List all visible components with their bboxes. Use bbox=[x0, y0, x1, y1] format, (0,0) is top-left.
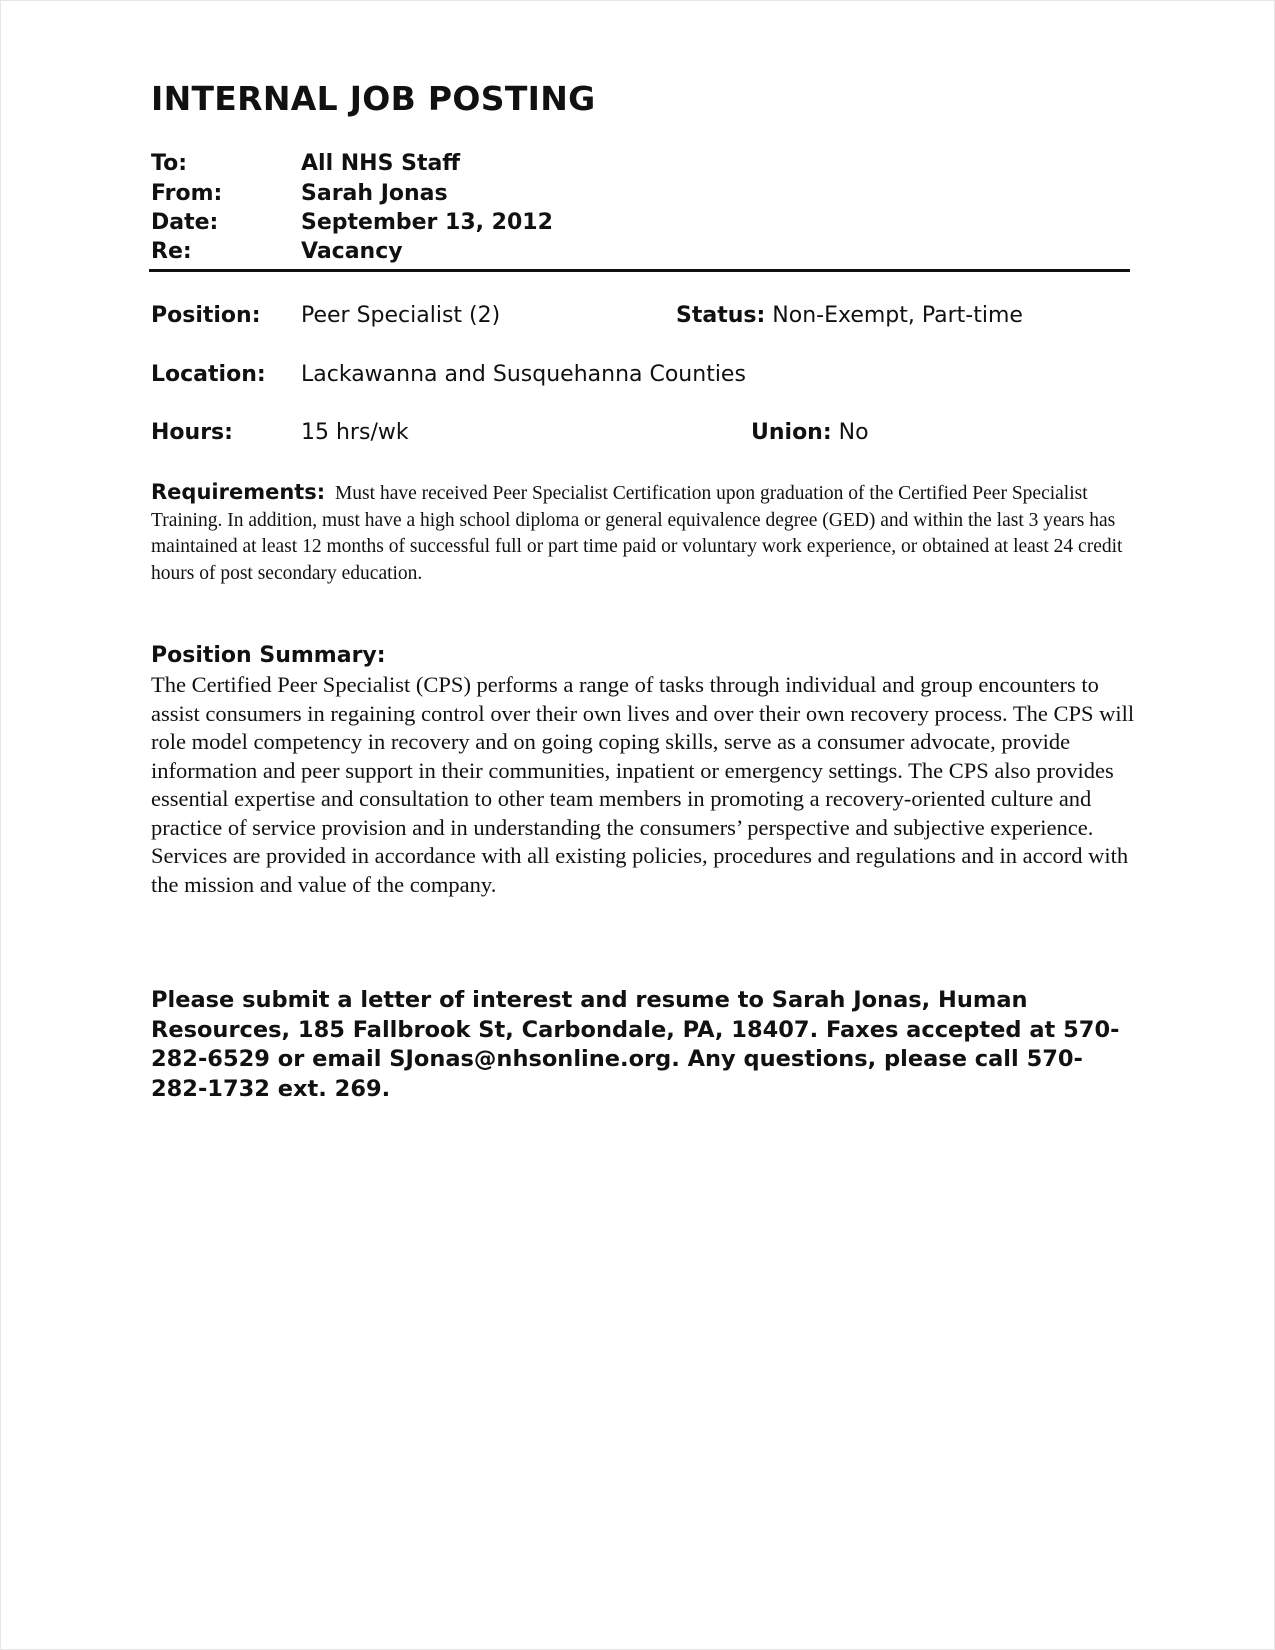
location-label: Location: bbox=[151, 362, 266, 387]
memo-from-label: From: bbox=[151, 181, 223, 206]
position-label: Position: bbox=[151, 303, 261, 328]
union-field bbox=[751, 420, 869, 445]
memo-re-label: Re: bbox=[151, 239, 192, 264]
summary-text: The Certified Peer Specialist (CPS) performs a range of tasks through individual and group encounters to assist consumers in regaining control over their own lives and over their own recovery process. The CPS will role model competency in recovery and on going coping skills, serve as a consumer advocate, provide information and peer support in their communities, inpatient or emergency settings. The CPS also provides essential expertise and consultation to other team members in promoting a recovery-oriented culture and practice of service provision and in understanding the consumers’ perspective and subjective experience. Services are provided in accordance with all existing policies, procedures and regulations and in accord with the mission and value of the company. bbox=[151, 672, 1135, 897]
requirements-section bbox=[151, 479, 1136, 587]
status-field bbox=[676, 303, 1023, 328]
union-value: No bbox=[838, 420, 869, 445]
status-label: Status: bbox=[676, 303, 766, 328]
memo-to-value: All NHS Staff bbox=[301, 151, 461, 176]
hours-label: Hours: bbox=[151, 420, 233, 445]
union-label: Union: bbox=[751, 420, 832, 445]
memo-date-value: September 13, 2012 bbox=[301, 210, 553, 235]
memo-from-value: Sarah Jonas bbox=[301, 181, 448, 206]
status-value: Non-Exempt, Part-time bbox=[772, 303, 1023, 328]
location-value: Lackawanna and Susquehanna Counties bbox=[301, 362, 746, 387]
submission-instructions: Please submit a letter of interest and resume to Sarah Jonas, Human Resources, 185 Fallbrook St, Carbondale, PA, 18407. Faxes accepted at 570-282-6529 or email SJonas@nhsonline.org. Any questions, please call 570-282-1732 ext. 269. bbox=[151, 987, 1120, 1102]
requirements-label: Requirements: bbox=[151, 480, 326, 504]
requirements-text: Must have received Peer Specialist Certification upon graduation of the Certified Peer Specialist Training. In addition, must have a high school diploma or general equivalence degree (GED) and within the last 3 years has maintained at least 12 months of successful full or part time paid or voluntary work experience, or obtained at least 24 credit hours of post secondary education. bbox=[151, 483, 1123, 584]
memo-date-label: Date: bbox=[151, 210, 219, 235]
document-title: INTERNAL JOB POSTING bbox=[151, 79, 596, 118]
memo-re-value: Vacancy bbox=[301, 239, 403, 264]
hours-value: 15 hrs/wk bbox=[301, 420, 409, 445]
summary-heading: Position Summary: bbox=[151, 643, 386, 668]
memo-to-label: To: bbox=[151, 151, 187, 176]
position-value: Peer Specialist (2) bbox=[301, 303, 501, 328]
header-divider bbox=[149, 269, 1130, 272]
